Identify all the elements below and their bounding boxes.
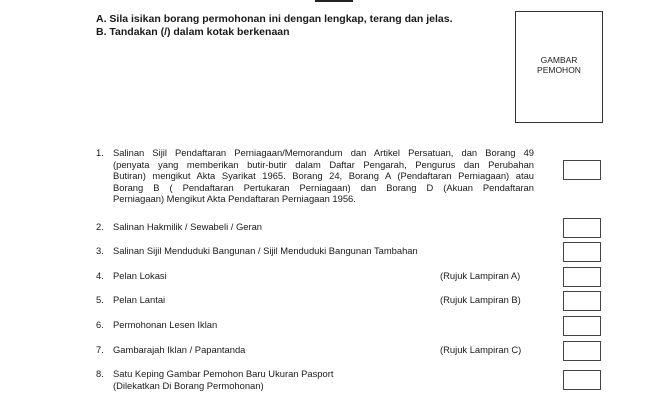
header-rule: [315, 0, 353, 2]
item-number: 3.: [96, 245, 104, 256]
item-text: Pelan Lokasi: [113, 270, 167, 281]
item-text-line: (penyata yang memberikan butir-butir dalam Daftar Pengarah, Pengurus dan Perubahan: [113, 158, 534, 170]
item-text-line: Salinan Sijil Pendaftaran Perniagaan/Memorandum dan Artikel Persatuan, dan Borang 49: [113, 147, 534, 158]
item-text: Pelan Lantai: [113, 294, 166, 305]
item-number: 6.: [96, 319, 104, 330]
item-text: Salinan Sijil Menduduki Bangunan / Sijil Menduduki Bangunan Tambahan: [113, 245, 418, 256]
checkbox-item-6[interactable]: [563, 316, 601, 336]
checkbox-item-5[interactable]: [563, 291, 601, 311]
item-text-line: Butiran) mengikut Akta Syarikat 1965. Borang 24, Borang A (Pendaftaran Perniagaan) atau: [113, 170, 534, 181]
item-text: Permohonan Lesen Iklan: [113, 319, 218, 330]
applicant-photo-box[interactable]: [515, 11, 603, 123]
item-text: [113, 368, 333, 391]
item-text-line: (Dilekatkan Di Borang Permohonan): [113, 379, 264, 391]
checkbox-item-4[interactable]: [563, 267, 601, 287]
item-number: 5.: [96, 294, 104, 305]
checkbox-item-8[interactable]: [563, 370, 601, 390]
photo-label-line2: PEMOHON: [537, 65, 581, 75]
item-reference: (Rujuk Lampiran C): [440, 344, 522, 355]
item-text-line: Perniagaan) Mengikut Akta Pendaftaran Perniagaan 1956.: [113, 193, 356, 204]
item-reference: (Rujuk Lampiran B): [440, 294, 521, 305]
item-text-line: Satu Keping Gambar Pemohon Baru Ukuran Pasport: [113, 368, 334, 379]
instruction-a: A. Sila isikan borang permohonan ini dengan lengkap, terang dan jelas.: [96, 13, 453, 25]
checkbox-item-7[interactable]: [563, 341, 601, 361]
checkbox-item-2[interactable]: [563, 218, 601, 238]
item-number: 2.: [96, 221, 104, 232]
checkbox-item-3[interactable]: [563, 242, 601, 262]
item-text: Gambarajah Iklan / Papantanda: [113, 344, 246, 355]
instruction-b: B. Tandakan (/) dalam kotak berkenaan: [96, 26, 290, 38]
item-number: 7.: [96, 344, 104, 355]
item-number: 4.: [96, 270, 104, 281]
item-text: [113, 147, 534, 205]
photo-label-line1: GAMBAR: [540, 55, 578, 65]
item-number: 1.: [96, 147, 104, 158]
item-number: 8.: [96, 368, 104, 379]
item-text-line: Borang B ( Pendaftaran Pertukaran Perniagaan) dan Borang D (Akuan Pendaftaran: [113, 181, 534, 193]
photo-box-label: [516, 55, 602, 75]
checkbox-item-1[interactable]: [563, 160, 601, 180]
item-reference: (Rujuk Lampiran A): [440, 270, 521, 281]
item-text: Salinan Hakmilik / Sewabeli / Geran: [113, 221, 263, 232]
